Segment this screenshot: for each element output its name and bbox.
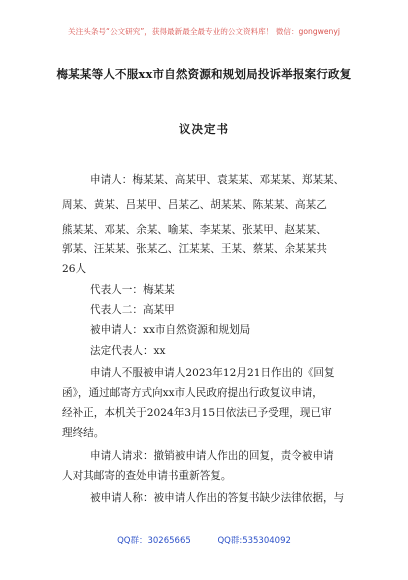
- header-banner: 关注头条号“公文研究”，获得最新最全最专业的公文资料库！ 微信：gongwenyj: [68, 27, 340, 36]
- body-line: 申请人不服被申请人2023年12月21日作出的《回复: [90, 367, 335, 379]
- body-line: 周某、黄某、吕某甲、吕某乙、胡某某、陈某某、高某乙: [62, 199, 327, 211]
- footer-qq-group-1: QQ群：30265665: [117, 536, 191, 546]
- body-line: 代表人二：高某甲: [90, 304, 175, 316]
- body-line: 函》，通过邮寄方式向xx市人民政府提出行政复议申请，: [62, 387, 323, 399]
- body-line: 26人: [62, 263, 87, 275]
- body-line: 申请人：梅某某、高某甲、袁某某、邓某某、郑某某、: [90, 174, 345, 186]
- document-subtitle: 议决定书: [179, 122, 229, 136]
- body-line: 经补正，本机关于2024年3月15日依法已予受理，现已审: [62, 407, 332, 419]
- body-line: 代表人一：梅某某: [90, 284, 175, 296]
- document-title: 梅某某等人不服xx市自然资源和规划局投诉举报案行政复: [56, 67, 352, 81]
- footer-qq-groups: [0, 534, 408, 546]
- body-line: 申请人请求：撤销被申请人作出的回复，责令被申请: [90, 450, 334, 462]
- body-line: 理终结。: [62, 427, 105, 439]
- body-line: 法定代表人：xx: [90, 345, 166, 357]
- body-line: 熊某某、邓某、余某、喻某、李某某、张某甲、赵某某、: [62, 224, 327, 236]
- body-line: 郭某、汪某某、张某乙、江某某、王某、蔡某、余某某共: [62, 243, 327, 255]
- body-line: 人对其邮寄的查处申请书重新答复。: [62, 470, 232, 482]
- body-line: 被申请人称：被申请人作出的答复书缺少法律依据，与: [90, 492, 345, 504]
- body-line: 被申请人：xx市自然资源和规划局: [90, 324, 251, 336]
- footer-qq-group-2: QQ群:535304092: [217, 536, 291, 546]
